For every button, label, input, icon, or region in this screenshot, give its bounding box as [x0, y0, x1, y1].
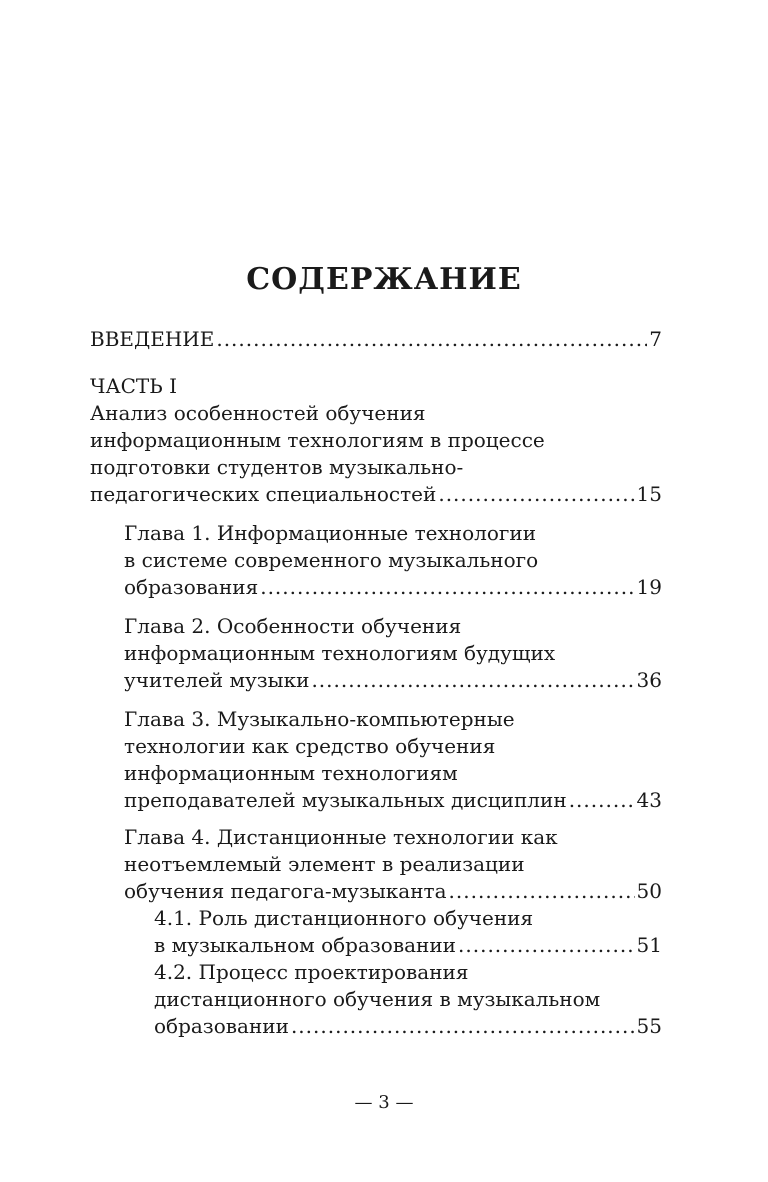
toc-entry-line: технологии как средство обучения	[124, 734, 496, 758]
toc-entry-line: образования	[124, 575, 259, 599]
toc-entry-line: учителей музыки	[124, 668, 310, 692]
toc-entry-chapter-3	[124, 706, 662, 814]
leader-dots	[311, 667, 634, 694]
toc-entry-line: дистанционного обучения в музыкальном	[154, 987, 601, 1011]
toc-entry-chapter-4	[124, 824, 662, 905]
leader-dots	[569, 787, 635, 814]
toc-entry-text: ВВЕДЕНИЕ	[90, 327, 215, 351]
toc-entry-line: Глава 1. Информационные технологии	[124, 521, 537, 545]
toc-entry-line: обучения педагога-музыканта	[124, 879, 447, 903]
leader-dots	[260, 574, 634, 601]
toc-entry-section-4-1	[154, 905, 662, 959]
toc-entry-line: Глава 2. Особенности обучения	[124, 614, 462, 638]
toc-entry-line: образовании	[154, 1014, 289, 1038]
toc-entry-line: подготовки студентов музыкально-	[90, 455, 464, 479]
toc-entry-part1	[90, 373, 662, 508]
toc-page-number: 7	[649, 327, 662, 351]
leader-dots	[438, 481, 634, 508]
toc-entry-line: в музыкальном образовании	[154, 933, 457, 957]
toc-entry-line: информационным технологиям будущих	[124, 641, 556, 665]
leader-dots	[216, 326, 647, 353]
page-title: СОДЕРЖАНИЕ	[246, 262, 522, 297]
toc-entry-chapter-1	[124, 520, 662, 601]
leader-dots	[449, 878, 635, 905]
toc-entry-line: неотъемлемый элемент в реализации	[124, 852, 525, 876]
toc-page-number: 50	[636, 879, 662, 903]
toc-entry-line: Глава 4. Дистанционные технологии как	[124, 825, 558, 849]
toc-entry-line: 4.2. Процесс проектирования	[154, 960, 469, 984]
part-label: ЧАСТЬ I	[90, 374, 177, 398]
toc-entry-line: Глава 3. Музыкально-компьютерные	[124, 707, 515, 731]
toc-page-number: 55	[636, 1014, 662, 1038]
toc-page-number: 43	[636, 788, 662, 812]
page-number-footer: — 3 —	[354, 1092, 414, 1113]
toc-entry-line: преподавателей музыкальных дисциплин	[124, 788, 567, 812]
toc-entry-chapter-2	[124, 613, 662, 694]
toc-entry-section-4-2	[154, 959, 662, 1040]
leader-dots	[291, 1013, 635, 1040]
toc-page-number: 15	[636, 482, 662, 506]
toc-entry-line: 4.1. Роль дистанционного обучения	[154, 906, 534, 930]
toc-page-number: 36	[636, 668, 662, 692]
leader-dots	[458, 932, 635, 959]
toc-entry-line: Анализ особенностей обучения	[90, 401, 426, 425]
toc-entry-line: педагогических специальностей	[90, 482, 437, 506]
toc-entry-intro	[90, 326, 662, 353]
toc-page-number: 51	[636, 933, 662, 957]
toc-page-number: 19	[636, 575, 662, 599]
toc-entry-line: информационным технологиям	[124, 761, 458, 785]
toc-entry-line: информационным технологиям в процессе	[90, 428, 545, 452]
toc-entry-line: в системе современного музыкального	[124, 548, 539, 572]
